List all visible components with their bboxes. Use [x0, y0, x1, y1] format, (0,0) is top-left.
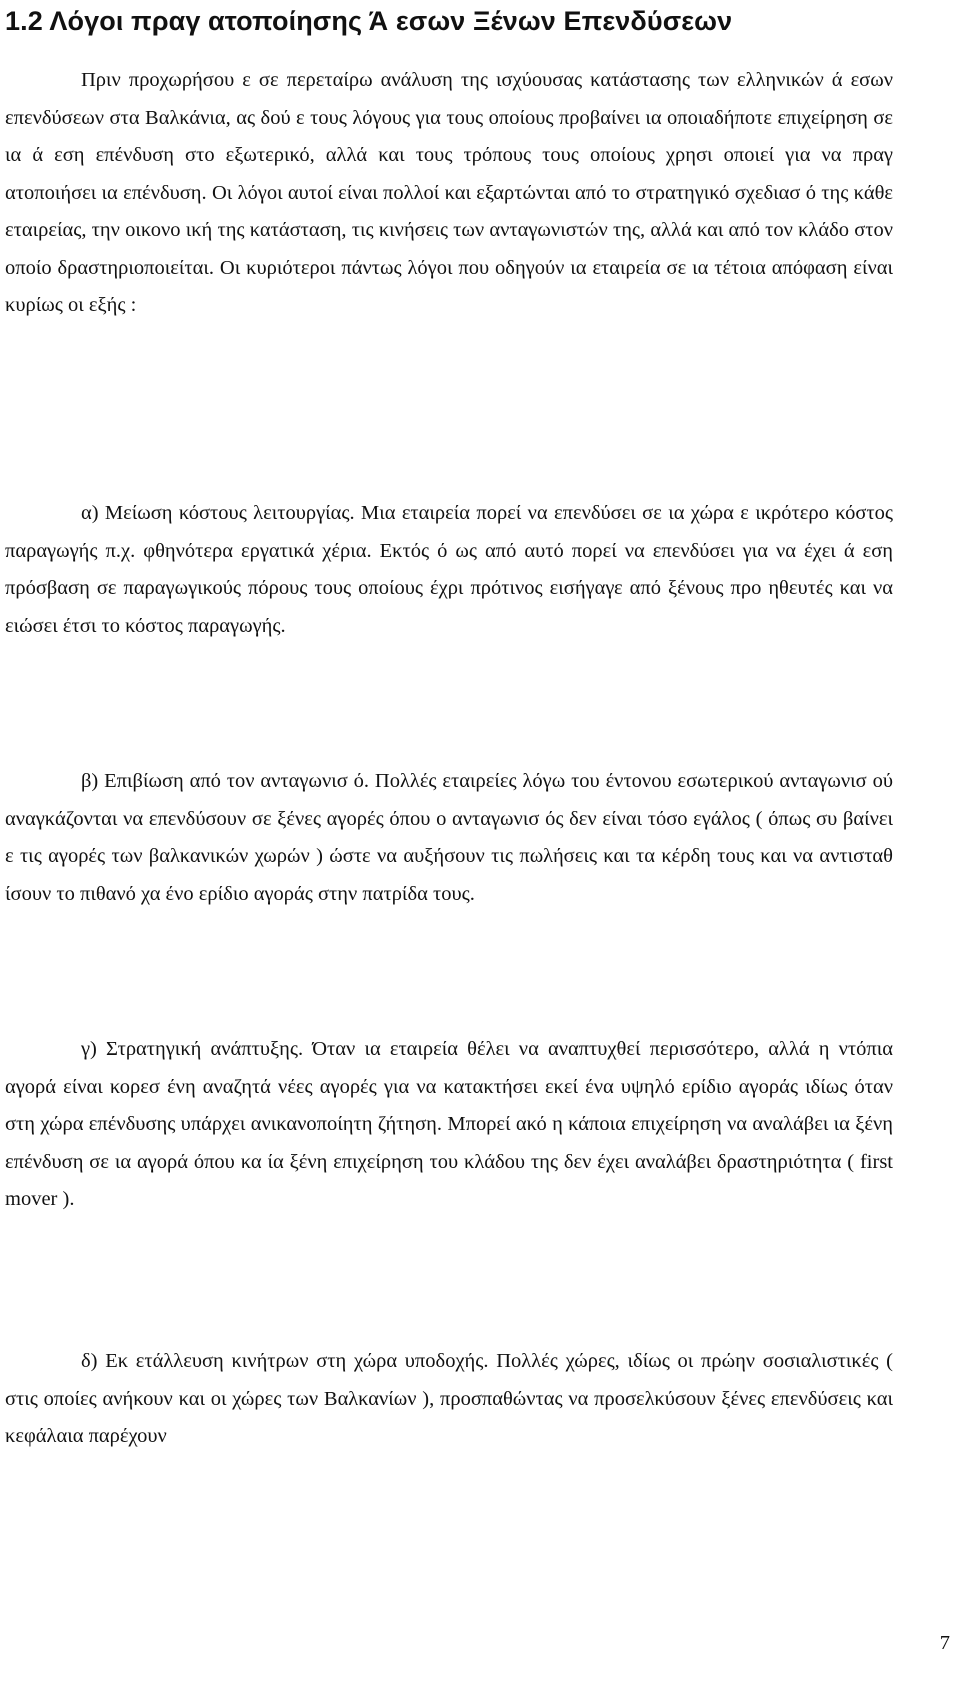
reason-d-paragraph: δ) Εκ ετάλλευση κινήτρων στη χώρα υποδοχής. Πολλές χώρες, ιδίως οι πρώην σοσιαλιστικές ( στις οποίες ανήκουν και οι χώρες των Βαλκανίων ), προσπαθώντας να προσελκύσουν ξένες επενδύσεις και κεφάλαια παρέχουν: [5, 1350, 893, 1447]
page-number: 7: [939, 1632, 950, 1654]
intro-paragraph: Πριν προχωρήσου ε σε περεταίρω ανάλυση της ισχύουσας κατάστασης των ελληνικών ά εσων επενδύσεων στα Βαλκάνια, ας δού ε τους λόγους για τους οποίους προβαίνει ια οποιαδήποτε επιχείρηση σε ια ά εση επένδυση στο εξωτερικό, αλλά και τους τρόπους τους οποίους χρησι οποιεί για να πραγ ατοποιήσει ια επένδυση. Οι λόγοι αυτοί είναι πολλοί και εξαρτώνται από το στρατηγικό σχεδιασ ό της κάθε εταιρείας, την οικονο ική της κατάσταση, τις κινήσεις των ανταγωνιστών της, αλλά και από τον κλάδο στον οποίο δραστηριοποιείται. Οι κυριότεροι πάντως λόγοι που οδηγούν ια εταιρεία σε ια τέτοια απόφαση είναι κυρίως οι εξής :: [5, 69, 893, 316]
reason-a-paragraph: α) Μείωση κόστους λειτουργίας. Μια εταιρεία πορεί να επενδύσει σε ια χώρα ε ικρότερο κόστος παραγωγής π.χ. φθηνότερα εργατικά χέρια. Εκτός ό ως από αυτό πορεί να επενδύσει για να έχει ά εση πρόσβαση σε παραγωγικούς πόρους τους οποίους έχρι πρότινος εισήγαγε από ξένους προ ηθευτές και να ειώσει έτσι το κόστος παραγωγής.: [5, 502, 893, 637]
reason-c-paragraph: γ) Στρατηγική ανάπτυξης. Όταν ια εταιρεία θέλει να αναπτυχθεί περισσότερο, αλλά η ντόπια αγορά είναι κορεσ ένη αναζητά νέες αγορές για να κατακτήσει εκεί ένα υψηλό ερίδιο αγοράς ιδίως όταν στη χώρα επένδυσης υπάρχει ανικανοποίητη ζήτηση. Μπορεί ακό η κάποια επιχείρηση να αναλάβει ια ξένη επένδυση σε ια αγορά όπου κα ία ξένη επιχείρηση του κλάδου της δεν έχει αναλάβει δραστηριότητα ( first mover ).: [5, 1038, 893, 1210]
reason-b-paragraph: β) Επιβίωση από τον ανταγωνισ ό. Πολλές εταιρείες λόγω του έντονου εσωτερικού ανταγωνισ ού αναγκάζονται να επενδύσουν σε ξένες αγορές όπου ο ανταγωνισ ός δεν είναι τόσο εγάλος ( όπως συ βαίνει ε τις αγορές των βαλκανικών χωρών ) ώστε να αυξήσουν τις πωλήσεις και τα κέρδη τους και να αντισταθ ίσουν το πιθανό χα ένο ερίδιο αγοράς στην πατρίδα τους.: [5, 770, 893, 905]
section-heading: 1.2 Λόγοι πραγ ατοποίησης Ά εσων Ξένων Επενδύσεων: [5, 6, 733, 36]
